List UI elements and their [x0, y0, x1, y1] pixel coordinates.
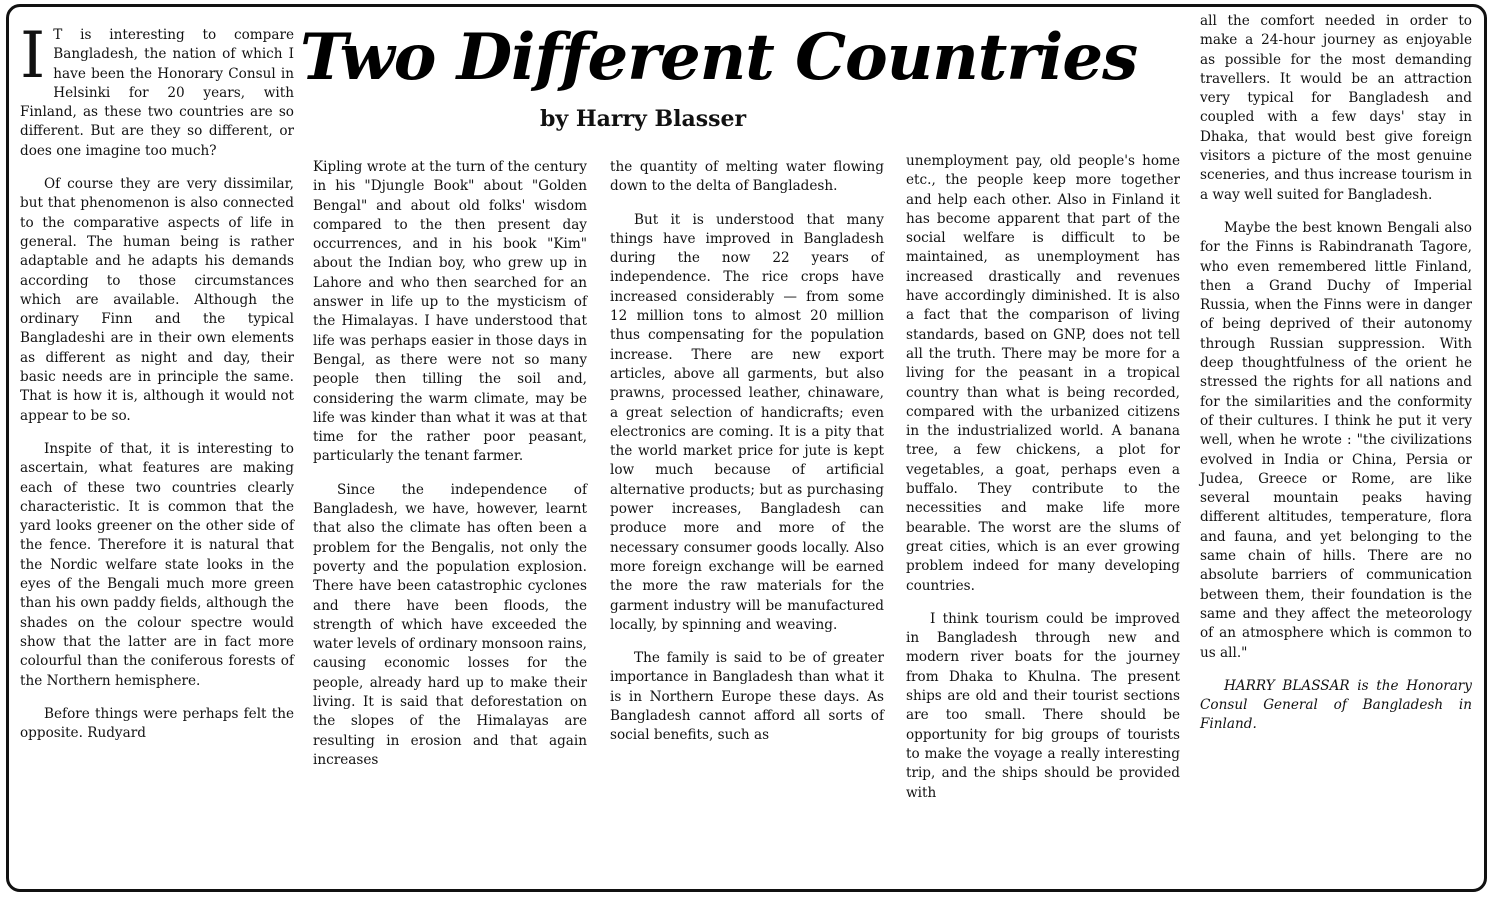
paragraph-text: T is interesting to compare Bangladesh, the nation of which I have been the Honorary Consul in Helsinki for 20 years, with Finland, as these two countries are so different. But are they so different, or does one imagine too much? [20, 27, 294, 159]
paragraph: Since the independence of Bangladesh, we have, however, learnt that also the climate has often been a problem for the Bengalis, not only the poverty and the population explosion. There have been catastrophic cyclones and there have been floods, the strength of which have exceeded the water levels of ordinary monsoon rains, causing economic losses for the people, already hard up to make their living. It is said that deforestation on the slopes of the Himalayas are resulting in erosion and that again increases [313, 481, 587, 768]
paragraph: The family is said to be of greater importance in Bangladesh than what it is in Northern Europe these days. As Bangladesh cannot afford all sorts of social benefits, such as [610, 650, 884, 744]
drop-cap: I [20, 19, 46, 93]
paragraph: unemployment pay, old people's home etc., the people keep more together and help each other. Also in Finland it has become apparent that part of the social welfare is difficult to be maintained, as unemployment has increased drastically and revenues have accordingly diminished. It is also a fact that the comparison of living standards, based on GNP, does not tell all the truth. There may be more for a living for the peasant in a tropical country than what is being recorded, compared with the urbanized citizens in the industrialized world. A banana tree, a few chickens, a plot for vegetables, a goat, perhaps even a buffalo. They contribute to the necessities and make life more bearable. The worst are the slums of great cities, which is an ever growing problem indeed for many developing countries. [906, 153, 1180, 594]
author-signature: HARRY BLASSAR is the Honorary Consul General of Bangladesh in Finland. [1200, 677, 1472, 733]
column-3 [610, 158, 884, 760]
paragraph [20, 19, 294, 161]
article-byline: by Harry Blasser [540, 106, 747, 132]
paragraph: But it is understood that many things have improved in Bangladesh during the now 22 years of independence. The rice crops have increased considerably — from some 12 million tons to almost 20 million thus compensating for the population increase. There are new export articles, above all garments, but also prawns, processed leather, chinaware, a great selection of handicrafts; even electronics are coming. It is a pity that the world market price for jute is kept low much because of artificial alternative products; but as purchasing power increases, Bangladesh can produce more and more of the necessary consumer goods locally. Also more foreign exchange will be earned the more the raw materials for the garment industry will be manufactured locally, by spinning and weaving. [610, 211, 884, 633]
paragraph: Maybe the best known Bengali also for the Finns is Rabindranath Tagore, who even remembered little Finland, then a Grand Duchy of Imperial Russia, when the Finns were in danger of being deprived of their autonomy through Russian suppression. With deep thoughtfulness of the orient he stressed the rights for all nations and for the similarities and the conformity of their cultures. I think he put it very well, when he wrote : "the civilizations evolved in India or China, Persia or Judea, Greece or Rome, are like several mountain peaks having different altitudes, temperature, flora and fauna, and yet belonging to the same chain of hills. There are no absolute barriers of communication between them, their foundation is the same and they affect the meteorology of an atmosphere which is common to us all." [1200, 219, 1472, 661]
article-title: Two Different Countries [300, 20, 1138, 95]
paragraph: I think tourism could be improved in Bangladesh through new and modern river boats for the journey from Dhaka to Khulna. The present ships are old and their tourist sections are too small. There should be opportunity for big groups of tourists to make the voyage a really interesting trip, and the ships should be provided with [906, 610, 1180, 801]
paragraph: all the comfort needed in order to make a 24-hour journey as enjoyable as possible for the most demanding travellers. It would be an attraction very typical for Bangladesh and coupled with a few days' stay in Dhaka, that would best give foreign visitors a picture of the most genuine sceneries, and thus increase tourism in a way well suited for Bangladesh. [1200, 13, 1472, 203]
column-5 [1200, 12, 1472, 749]
paragraph: the quantity of melting water flowing down to the delta of Bangladesh. [610, 159, 884, 195]
column-1 [20, 19, 294, 757]
paragraph: Inspite of that, it is interesting to ascertain, what features are making each of these two countries clearly characteristic. It is common that the yard looks greener on the other side of the fence. Therefore it is natural that the Nordic welfare state looks in the eyes of the Bengali much more green than his own paddy fields, although the shades on the colour spectre would show that the latter are in fact more colourful than the coniferous forests of the Northern hemisphere. [20, 440, 294, 689]
paragraph: Before things were perhaps felt the opposite. Rudyard [20, 705, 294, 742]
paragraph: Kipling wrote at the turn of the century in his "Djungle Book" about "Golden Bengal" and about old folks' wisdom compared to the then present day occurrences, and in his book "Kim" about the Indian boy, who grew up in Lahore and who then searched for an answer in life up to the mysticism of the Himalayas. I have understood that life was perhaps easier in those days in Bengal, as there were not so many people then tilling the soil and, considering the warm climate, may be life was kinder than what it was at that time for the rather poor peasant, particularly the tenant farmer. [313, 159, 587, 465]
column-2 [313, 158, 587, 784]
paragraph: Of course they are very dissimilar, but that phenomenon is also connected to the comparative aspects of life in general. The human being is rather adaptable and he adapts his demands according to those circumstances which are available. Although the ordinary Finn and the typical Bangladeshi are in their own elements as different as night and day, their basic needs are in principle the same. That is how it is, although it would not appear to be so. [20, 176, 294, 424]
column-4 [906, 152, 1180, 817]
